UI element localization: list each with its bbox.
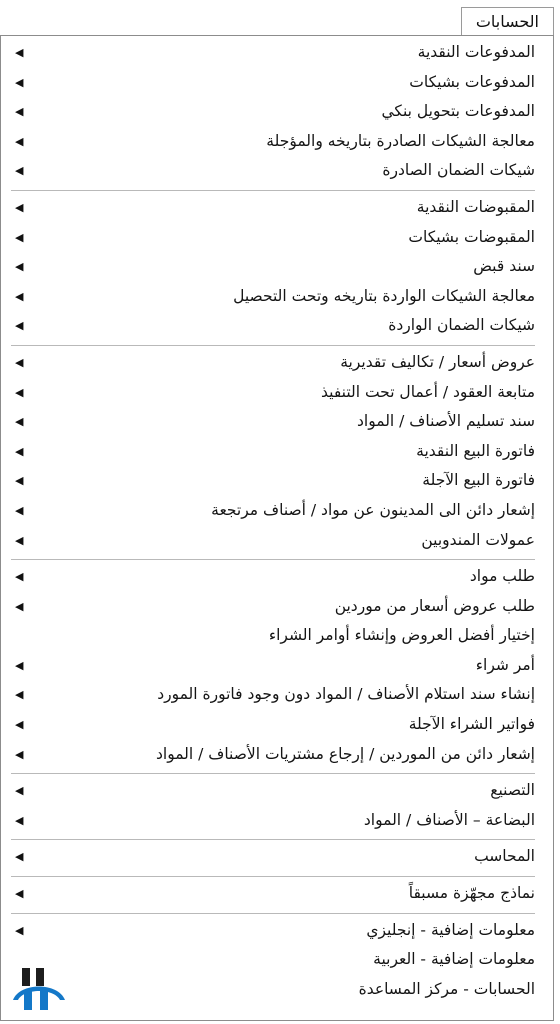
submenu-arrow-icon: ◀: [15, 105, 24, 119]
menu-item-label: المحاسب: [474, 847, 535, 866]
submenu-arrow-icon: ◀: [15, 444, 24, 458]
submenu-arrow-icon: ◀: [15, 385, 24, 399]
menu-item-label: فواتير الشراء الآجلة: [408, 715, 535, 734]
menu-item[interactable]: [11, 975, 535, 1005]
menu-item-label: أمر شراء: [475, 655, 535, 674]
menu-item[interactable]: [11, 621, 535, 651]
menu-item[interactable]: [11, 97, 535, 127]
menu-item[interactable]: [11, 38, 535, 68]
menu-item-label: معالجة الشيكات الصادرة بتاريخه والمؤجلة: [266, 131, 535, 150]
menu-item-label: متابعة العقود / أعمال تحت التنفيذ: [321, 382, 535, 401]
menu-item-label: الحسابات - مركز المساعدة: [358, 979, 535, 998]
menu-item[interactable]: [11, 156, 535, 186]
menu-item-label: المدفوعات بتحويل بنكي: [381, 102, 535, 121]
submenu-arrow-icon: ◀: [15, 850, 24, 864]
submenu-arrow-icon: ◀: [15, 230, 24, 244]
menu-item-label: عمولات المندوبين: [421, 530, 535, 549]
submenu-arrow-icon: ◀: [15, 200, 24, 214]
menu-item-label: إشعار دائن الى المدينون عن مواد / أصناف مرتجعة: [211, 500, 535, 519]
menu-item[interactable]: [11, 740, 535, 770]
submenu-arrow-icon: ◀: [15, 813, 24, 827]
submenu-arrow-icon: ◀: [15, 599, 24, 613]
menu-item[interactable]: [11, 407, 535, 437]
menu-item[interactable]: [11, 252, 535, 282]
menu-item-label: سند قبض: [473, 257, 535, 276]
menu-item-label: فاتورة البيع الآجلة: [422, 471, 535, 490]
submenu-arrow-icon: ◀: [15, 747, 24, 761]
accounts-dropdown-menu: [0, 35, 554, 1021]
menu-section: [11, 774, 535, 840]
menu-item-label: المدفوعات بشيكات: [409, 72, 535, 91]
menu-item[interactable]: [11, 496, 535, 526]
submenu-arrow-icon: ◀: [15, 887, 24, 901]
menu-item-label: معلومات إضافية - إنجليزي: [366, 920, 535, 939]
menu-item[interactable]: [11, 378, 535, 408]
menu-item[interactable]: [11, 348, 535, 378]
submenu-arrow-icon: ◀: [15, 75, 24, 89]
menu-item-label: إشعار دائن من الموردين / إرجاع مشتريات الأصناف / المواد: [155, 744, 535, 763]
submenu-arrow-icon: ◀: [15, 355, 24, 369]
submenu-arrow-icon: ◀: [15, 718, 24, 732]
menu-section: [11, 560, 535, 774]
submenu-arrow-icon: ◀: [15, 134, 24, 148]
menu-item[interactable]: [11, 282, 535, 312]
menu-item[interactable]: [11, 223, 535, 253]
menu-section: [11, 914, 535, 1009]
menu-item-label: معالجة الشيكات الواردة بتاريخه وتحت التحصيل: [233, 286, 535, 305]
submenu-arrow-icon: ◀: [15, 503, 24, 517]
menu-item[interactable]: [11, 916, 535, 946]
submenu-arrow-icon: ◀: [15, 570, 24, 584]
submenu-arrow-icon: ◀: [15, 658, 24, 672]
menu-item-label: إنشاء سند استلام الأصناف / المواد دون وجود فاتورة المورد: [157, 685, 535, 704]
submenu-arrow-icon: ◀: [15, 46, 24, 59]
submenu-arrow-icon: ◀: [15, 784, 24, 798]
menu-section: [11, 840, 535, 877]
menu-item-label: طلب عروض أسعار من موردين: [334, 596, 535, 615]
menu-item-label: سند تسليم الأصناف / المواد: [357, 412, 535, 431]
menu-item-label: البضاعة – الأصناف / المواد: [363, 810, 535, 829]
submenu-arrow-icon: ◀: [15, 289, 24, 303]
menu-item[interactable]: [11, 710, 535, 740]
menu-item[interactable]: [11, 776, 535, 806]
menu-item[interactable]: [11, 466, 535, 496]
submenu-arrow-icon: ◀: [15, 319, 24, 333]
menu-item[interactable]: [11, 806, 535, 836]
menu-section: [11, 877, 535, 914]
submenu-arrow-icon: ◀: [15, 533, 24, 547]
brand-logo-icon: [10, 966, 68, 1012]
submenu-arrow-icon: ◀: [15, 415, 24, 429]
submenu-arrow-icon: ◀: [15, 164, 24, 178]
menu-item[interactable]: [11, 945, 535, 975]
menu-item-label: المقبوضات النقدية: [416, 197, 535, 216]
menu-item-label: شيكات الضمان الصادرة: [382, 161, 535, 180]
submenu-arrow-icon: ◀: [15, 474, 24, 488]
menu-item[interactable]: [11, 526, 535, 556]
submenu-arrow-icon: ◀: [15, 688, 24, 702]
menu-item-label: التصنيع: [490, 781, 535, 800]
menu-item[interactable]: [11, 562, 535, 592]
submenu-arrow-icon: ◀: [15, 923, 24, 937]
menu-item-label: شيكات الضمان الواردة: [388, 316, 535, 335]
submenu-arrow-icon: ◀: [15, 260, 24, 274]
menu-item[interactable]: [11, 68, 535, 98]
menu-section: [11, 191, 535, 346]
menu-item-label: إختيار أفضل العروض وإنشاء أوامر الشراء: [268, 626, 535, 645]
menu-item[interactable]: [11, 311, 535, 341]
menu-item[interactable]: [11, 680, 535, 710]
menu-item[interactable]: [11, 842, 535, 872]
menu-item-label: المدفوعات النقدية: [417, 43, 535, 61]
menu-item[interactable]: [11, 127, 535, 157]
menu-item[interactable]: [11, 651, 535, 681]
menu-item[interactable]: [11, 193, 535, 223]
menu-item-label: معلومات إضافية - العربية: [373, 950, 535, 969]
menu-item-label: فاتورة البيع النقدية: [416, 441, 535, 460]
menu-item-label: عروض أسعار / تكاليف تقديرية: [340, 352, 535, 371]
menu-section: [11, 346, 535, 560]
menubar: [0, 0, 560, 36]
menu-item[interactable]: [11, 592, 535, 622]
menu-item-label: نماذج مجهّزة مسبقاً: [408, 884, 535, 903]
menu-item[interactable]: [11, 437, 535, 467]
menubar-tab-accounts[interactable]: الحسابات: [461, 7, 554, 36]
menu-item-label: المقبوضات بشيكات: [408, 227, 535, 246]
menu-item-label: طلب مواد: [469, 567, 535, 586]
menu-section: [11, 36, 535, 191]
menu-item[interactable]: [11, 879, 535, 909]
